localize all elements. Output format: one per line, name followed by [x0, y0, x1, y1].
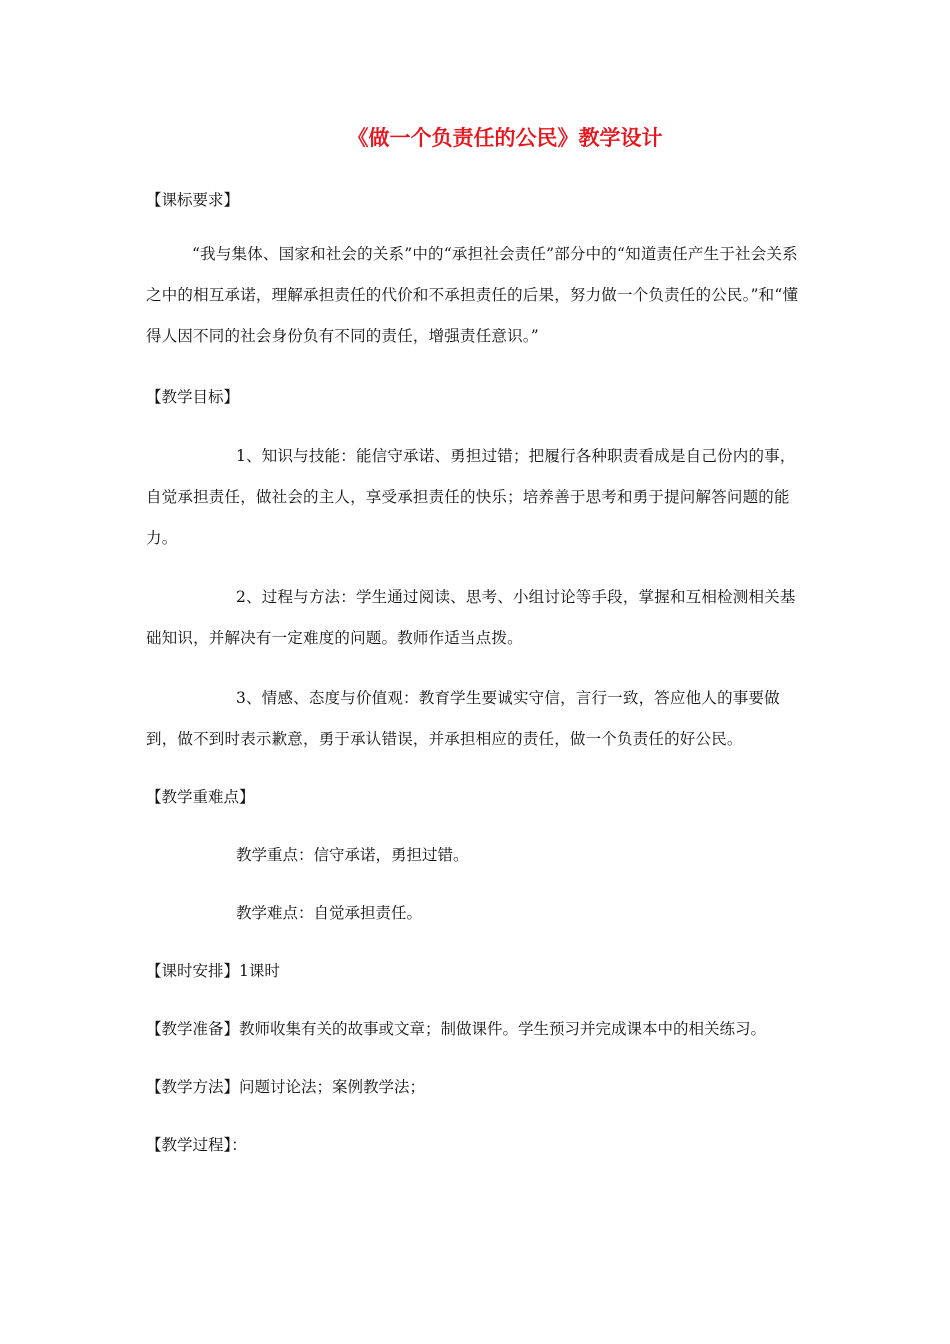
teaching-key-point: 教学重点：信守承诺，勇担过错。 — [236, 846, 469, 864]
goal-emotion-values: 3、情感、态度与价值观：教育学生要诚实守信，言行一致，答应他人的事要做到，做不到时表示歉意，勇于承认错误，并承担相应的责任，做一个负责任的好公民。 — [146, 689, 780, 748]
goal-process-methods: 2、过程与方法：学生通过阅读、思考、小组讨论等手段，掌握和互相检测相关基础知识，并解决有一定难度的问题。教师作适当点拨。 — [146, 588, 796, 647]
preparation-line: 【教学准备】教师收集有关的故事或文章；制做课件。学生预习并完成课本中的相关练习。 — [146, 1020, 767, 1038]
teaching-difficult-point: 教学难点：自觉承担责任。 — [236, 904, 423, 922]
curriculum-heading: 【课标要求】 — [146, 191, 240, 209]
goal-knowledge-skills: 1、知识与技能：能信守承诺、勇担过错；把履行各种职责看成是自己份内的事，自觉承担责任，做社会的主人，享受承担责任的快乐；培养善于思考和勇于提问解答问题的能力。 — [146, 447, 796, 547]
schedule-line: 【课时安排】1课时 — [146, 962, 280, 980]
curriculum-text: “我与集体、国家和社会的关系”中的“承担社会责任”部分中的“知道责任产生于社会关系之中的相互承诺，理解承担责任的代价和不承担责任的后果，努力做一个负责任的公民。”和“懂得人因不同的社会身份负有不同的责任，增强责任意识。” — [146, 245, 799, 345]
methods-line: 【教学方法】问题讨论法；案例教学法； — [146, 1078, 426, 1096]
process-heading: 【教学过程】： — [146, 1136, 247, 1154]
document-title: 《做一个负责任的公民》教学设计 — [347, 126, 663, 150]
key-points-heading: 【教学重难点】 — [146, 788, 255, 806]
goals-heading: 【教学目标】 — [146, 388, 240, 406]
